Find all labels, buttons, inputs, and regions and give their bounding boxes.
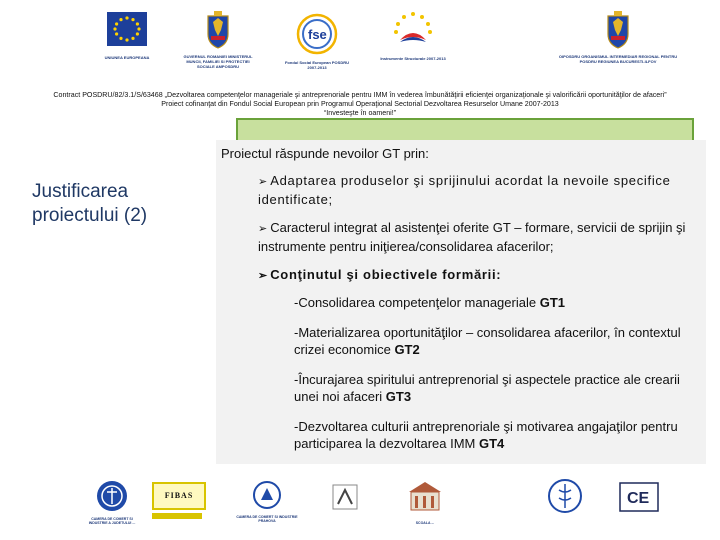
ministry-logo (178, 10, 258, 69)
header-logo-strip (0, 0, 720, 90)
slide-title: Justificarea proiectului (2) (32, 181, 148, 226)
bullet-item: ➢ Adaptarea produselor şi sprijinului acordat la nevoile specifice identificate; (258, 173, 671, 207)
partner-logo: CAMERA DE COMERT SI INDUSTRIE PRAHOVA (232, 480, 302, 524)
structural-instruments-logo (378, 10, 448, 61)
sub-item: -Dezvoltarea culturii antreprenoriale şi motivarea angajaţilor pentru participarea la dezvoltarea IMM GT4 (294, 419, 678, 451)
target-group-tag: GT3 (385, 389, 412, 404)
target-group-tag: GT4 (478, 436, 505, 451)
title-bar (236, 118, 694, 142)
oiposdru-label: OIPOSDRU ORGANISMUL INTERMEDIAR REGIONAL PENTRU POSDRU REGIUNEA BUCURESTI-ILFOV (558, 54, 678, 64)
structural-instruments-icon (392, 10, 434, 52)
target-group-tag: GT1 (539, 295, 565, 310)
fse-logo (282, 12, 352, 70)
ce-logo-icon (619, 482, 659, 512)
bullet-item: ➢ Caracterul integrat al asistenţei oferite GT – formare, servicii de sprijin şi instrumente pentru iniţierea/consolidarea afacerilor; (258, 220, 686, 254)
svg-text:fse: fse (308, 27, 327, 42)
partner-logo (614, 482, 664, 514)
partner-logo (152, 482, 206, 519)
eu-flag-icon (107, 12, 147, 46)
fibas-logo-icon: FIBAS (152, 482, 206, 510)
fse-label: Fondul Social European POSDRU 2007-2013 (284, 60, 349, 70)
romania-coat-of-arms-icon (205, 10, 231, 50)
intro-text: Proiectul răspunde nevoilor GT prin: (221, 146, 429, 161)
sub-item: -Încurajarea spiritului antreprenorial şi aspectele practice ale crearii unei noi afaceri GT3 (294, 372, 680, 404)
svg-text:CE: CE (627, 490, 650, 507)
fse-logo-icon (295, 12, 339, 56)
oiposdru-logo (558, 10, 678, 64)
ministry-label: GUVERNUL ROMANIEI MINISTERUL MUNCII, FAMILIEI SI PROTECTIEI SOCIALE AMPOSDRU (183, 54, 253, 69)
cofinancing-line: Proiect cofinanţat din Fondul Social European prin Programul Operaţional Sectorial Dezvoltarea Resurselor Umane 2007-2013 (161, 100, 559, 108)
arrow-bullet-icon: ➢ (258, 223, 268, 235)
partner-logo: CAMERA DE COMERT SI INDUSTRIE A JUDETULUI ... (82, 480, 142, 526)
bullet-item: ➢ Conţinutul şi obiectivele formării: (258, 267, 502, 282)
partner-logo (320, 482, 370, 514)
sub-item: -Consolidarea competenţelor manageriale GT1 (294, 295, 565, 310)
sub-item: -Materializarea oportunităţilor – consolidarea afacerilor, în contextul crizei economice GT2 (294, 325, 681, 357)
caduceus-seal-icon (547, 478, 583, 514)
fibas-band (152, 513, 202, 519)
target-group-tag: GT2 (394, 342, 420, 357)
academic-building-icon (405, 478, 445, 516)
eu-logo (92, 12, 162, 60)
ngo-logo-icon (330, 482, 360, 512)
partner-logo: SCOALA ... (400, 478, 450, 525)
arrow-bullet-icon: ➢ (258, 270, 268, 282)
romania-coat-of-arms-icon (605, 10, 631, 50)
structural-instruments-label: Instrumente Structurale 2007-2013 (380, 56, 446, 61)
chamber-of-commerce-seal-icon (96, 480, 128, 512)
contract-info (0, 91, 720, 118)
partner-logo-strip (0, 474, 720, 540)
contract-line: Contract POSDRU/82/3.1/S/63468 „Dezvoltarea competenţelor manageriale şi antreprenoriale pentru IMM în vederea îmbunătăţirii eficienţei organizaţionale şi valorificării oportunităţilor de afaceri” (53, 91, 667, 99)
arrow-bullet-icon: ➢ (258, 176, 268, 188)
motto-line: “Investeşte în oameni!” (323, 109, 397, 117)
partner-logo (540, 478, 590, 516)
chamber-of-commerce-emblem-icon (252, 480, 282, 510)
eu-label: UNIUNEA EUROPEANA (104, 55, 150, 60)
